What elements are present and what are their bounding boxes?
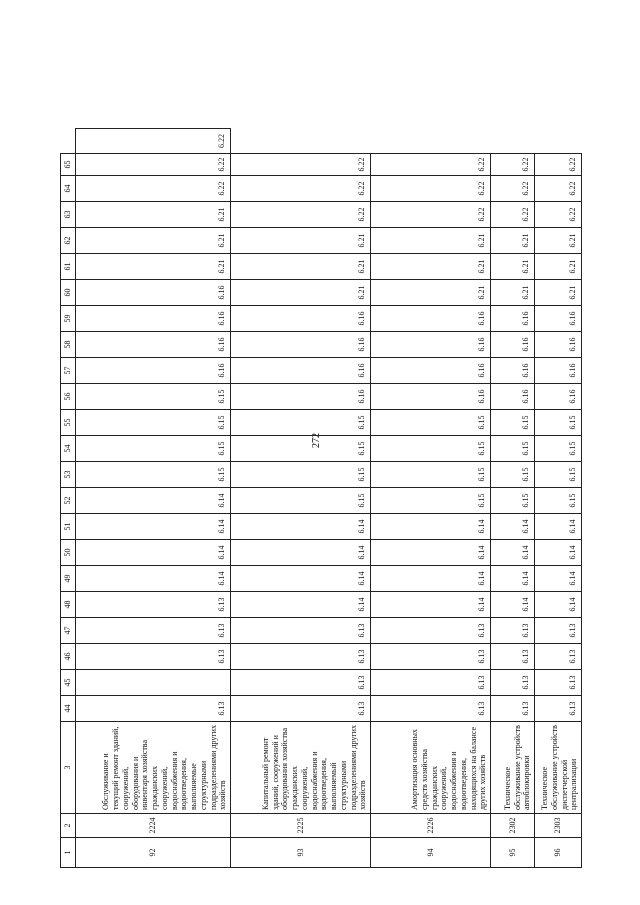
value-cell: 6.15 [491, 462, 535, 488]
value-cell: 6.22 [535, 154, 582, 176]
header-cell: 65 [61, 154, 76, 176]
value-cell: 6.15 [491, 410, 535, 436]
row-description: Техническое обслуживание устройств диспетчерской централизации [535, 722, 582, 814]
value-cell: 6.14 [491, 592, 535, 618]
header-cell: 64 [61, 176, 76, 202]
header-row [61, 129, 76, 868]
value-cell: 6.21 [535, 280, 582, 306]
value-cell: 6.15 [491, 436, 535, 462]
rotated-table-frame [60, 128, 580, 868]
header-cell: 60 [61, 280, 76, 306]
value-cell: 6.16 [535, 332, 582, 358]
value-cell: 6.21 [76, 254, 231, 280]
value-cell: 6.13 [491, 670, 535, 696]
row-code: 2226 [371, 814, 491, 838]
header-cell: 53 [61, 462, 76, 488]
value-cell: 6.21 [76, 228, 231, 254]
header-cell: 52 [61, 488, 76, 514]
value-cell: 6.16 [535, 384, 582, 410]
value-cell: 6.13 [491, 696, 535, 722]
value-cell: 6.22 [491, 154, 535, 176]
value-cell: 6.21 [371, 280, 491, 306]
value-cell: 6.13 [76, 644, 231, 670]
value-cell: 6.15 [76, 436, 231, 462]
row-code: 2303 [535, 814, 582, 838]
value-cell: 6.15 [76, 462, 231, 488]
value-cell: 6.21 [491, 228, 535, 254]
value-cell: 6.13 [371, 644, 491, 670]
table-row [535, 129, 582, 868]
header-cell: 2 [61, 814, 76, 838]
value-cell: 6.14 [231, 592, 371, 618]
value-cell: 6.16 [535, 358, 582, 384]
value-cell: 6.14 [231, 566, 371, 592]
value-cell: 6.21 [371, 254, 491, 280]
value-cell: 6.13 [535, 618, 582, 644]
row-code: 2302 [491, 814, 535, 838]
value-cell: 6.22 [76, 154, 231, 176]
value-cell: 6.14 [76, 540, 231, 566]
row-number: 96 [535, 838, 582, 868]
row-number: 93 [231, 838, 371, 868]
value-cell: 6.13 [371, 670, 491, 696]
value-cell: 6.21 [535, 254, 582, 280]
header-cell: 54 [61, 436, 76, 462]
row-code: 2224 [76, 814, 231, 838]
header-cell: 45 [61, 670, 76, 696]
value-cell: 6.16 [76, 306, 231, 332]
header-cell: 3 [61, 722, 76, 814]
value-cell: 6.13 [371, 618, 491, 644]
value-cell: 6.14 [371, 540, 491, 566]
value-cell: 6.21 [491, 280, 535, 306]
value-cell: 6.13 [76, 696, 231, 722]
value-cell: 6.14 [76, 566, 231, 592]
value-cell: 6.15 [371, 488, 491, 514]
value-cell: 6.15 [535, 488, 582, 514]
value-cell: 6.14 [76, 514, 231, 540]
value-cell: 6.15 [535, 462, 582, 488]
row-description: Обслуживание и текущий ремонт зданий, сооружений, оборудования и инвентаря хозяйства гражданских сооружений, водоснабжения и водоотведения, выполняемые структурными подразделениями других хозяйств [76, 722, 231, 814]
row-number: 94 [371, 838, 491, 868]
value-cell: 6.15 [231, 436, 371, 462]
value-cell: 6.16 [231, 332, 371, 358]
value-cell: 6.14 [535, 592, 582, 618]
value-cell: 6.15 [371, 410, 491, 436]
row-description: Капитальный ремонт зданий, сооружений и оборудования хозяйства гражданских сооружений, водоснабжения и водоотведения, выполняемый структурными подразделениями других хозяйств [231, 722, 371, 814]
value-cell: 6.16 [371, 384, 491, 410]
value-cell: 6.14 [491, 566, 535, 592]
value-cell: 6.14 [76, 488, 231, 514]
value-cell: 6.16 [371, 332, 491, 358]
page-number: 272 [311, 433, 322, 448]
header-cell: 50 [61, 540, 76, 566]
value-cell: 6.21 [371, 228, 491, 254]
value-cell: 6.15 [371, 436, 491, 462]
value-cell: 6.22 [491, 176, 535, 202]
header-cell: 58 [61, 332, 76, 358]
header-cell: 55 [61, 410, 76, 436]
value-cell: 6.15 [76, 410, 231, 436]
value-cell: 6.21 [535, 228, 582, 254]
value-cell: 6.21 [491, 254, 535, 280]
value-cell: 6.16 [491, 358, 535, 384]
row-code: 2225 [231, 814, 371, 838]
value-cell: 6.21 [76, 202, 231, 228]
value-cell: 6.14 [491, 514, 535, 540]
row-description: Амортизация основных средств хозяйства гражданских сооружений, водоснабжения и водоотведения, находящихся на балансе других хозяйств [371, 722, 491, 814]
value-cell: 6.13 [231, 696, 371, 722]
value-cell: 6.13 [231, 644, 371, 670]
value-cell: 6.21 [231, 228, 371, 254]
value-cell: 6.15 [535, 410, 582, 436]
value-cell: 6.21 [231, 280, 371, 306]
header-cell: 57 [61, 358, 76, 384]
value-cell: 6.16 [231, 384, 371, 410]
table-row [76, 129, 231, 868]
row-number: 95 [491, 838, 535, 868]
value-cell: 6.16 [76, 358, 231, 384]
value-cell: 6.13 [231, 670, 371, 696]
value-cell: 6.22 [231, 202, 371, 228]
value-cell: 6.14 [371, 566, 491, 592]
value-cell: 6.16 [491, 306, 535, 332]
header-cell: 47 [61, 618, 76, 644]
value-cell: 6.22 [371, 176, 491, 202]
value-cell: 6.16 [535, 306, 582, 332]
value-cell: 6.22 [371, 202, 491, 228]
value-cell: 6.14 [371, 592, 491, 618]
value-cell: 6.22 [535, 176, 582, 202]
value-cell: 6.13 [491, 644, 535, 670]
value-cell: 6.14 [491, 540, 535, 566]
value-cell [76, 670, 231, 696]
value-cell: 6.22 [371, 154, 491, 176]
value-cell: 6.15 [371, 462, 491, 488]
header-cell: 59 [61, 306, 76, 332]
value-cell: 6.14 [231, 540, 371, 566]
table-row [231, 129, 371, 868]
value-cell: 6.13 [76, 618, 231, 644]
value-cell: 6.16 [231, 358, 371, 384]
value-cell: 6.16 [491, 384, 535, 410]
header-cell: 1 [61, 838, 76, 868]
value-cell: 6.16 [371, 358, 491, 384]
header-cell: 62 [61, 228, 76, 254]
value-cell: 6.13 [535, 696, 582, 722]
value-cell: 6.13 [76, 592, 231, 618]
header-cell: 61 [61, 254, 76, 280]
value-cell: 6.14 [535, 514, 582, 540]
value-cell: 6.22 [76, 176, 231, 202]
value-cell: 6.13 [491, 618, 535, 644]
value-cell: 6.13 [535, 670, 582, 696]
data-table [60, 128, 582, 868]
row-description: Техническое обслуживание устройств автоблокировки [491, 722, 535, 814]
value-cell: 6.22 [491, 202, 535, 228]
value-cell: 6.16 [231, 306, 371, 332]
value-cell: 6.16 [76, 280, 231, 306]
header-cell: 63 [61, 202, 76, 228]
header-cell: 51 [61, 514, 76, 540]
value-cell: 6.16 [371, 306, 491, 332]
table-row [491, 129, 535, 868]
value-cell: 6.15 [76, 384, 231, 410]
value-cell: 6.15 [231, 488, 371, 514]
value-cell: 6.15 [535, 436, 582, 462]
value-cell: 6.14 [535, 566, 582, 592]
header-cell: 56 [61, 384, 76, 410]
value-cell: 6.13 [371, 696, 491, 722]
value-cell: 6.15 [231, 410, 371, 436]
table-row [371, 129, 491, 868]
header-cell: 48 [61, 592, 76, 618]
value-cell: 6.14 [535, 540, 582, 566]
table-container [60, 128, 580, 868]
value-cell: 6.16 [76, 332, 231, 358]
value-cell: 6.14 [231, 514, 371, 540]
value-cell: 6.13 [535, 644, 582, 670]
header-cell: 49 [61, 566, 76, 592]
header-cell: 44 [61, 696, 76, 722]
row-number: 92 [76, 838, 231, 868]
value-cell: 6.13 [231, 618, 371, 644]
header-cell: 46 [61, 644, 76, 670]
value-cell: 6.15 [231, 462, 371, 488]
value-cell: 6.21 [231, 254, 371, 280]
value-cell: 6.22 [231, 154, 371, 176]
value-cell: 6.22 [535, 202, 582, 228]
value-cell: 6.15 [491, 488, 535, 514]
value-cell: 6.22 [231, 176, 371, 202]
value-cell: 6.14 [371, 514, 491, 540]
value-cell: 6.16 [491, 332, 535, 358]
value-cell: 6.22 [76, 129, 231, 154]
